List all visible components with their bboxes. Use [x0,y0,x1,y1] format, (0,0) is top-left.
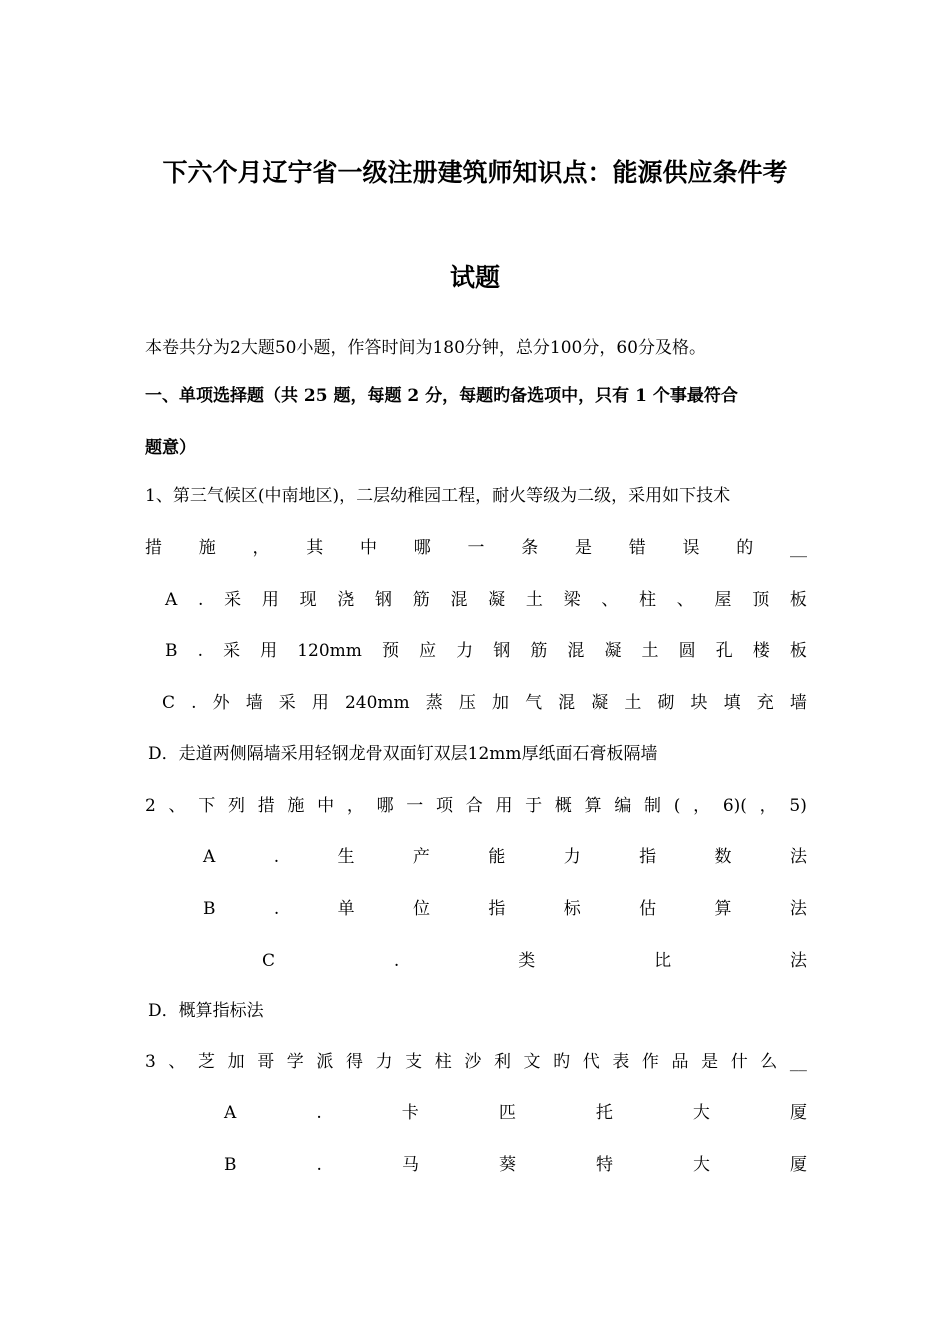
text-token: 墙 [789,693,807,713]
text-token: A [203,847,216,867]
text-token: 、 [676,590,694,610]
text-token: 沙 [464,1052,482,1072]
text-token: 比 [654,951,672,971]
text-token: 柱 [639,590,657,610]
text-token: . [273,899,280,919]
text-token: ( [673,796,681,816]
text-token: 指 [488,899,506,919]
text-token: 凝 [591,693,609,713]
text-token: 筋 [412,590,430,610]
text-token: . [198,590,204,610]
question-3-option-b [224,1153,807,1177]
text-token: 文 [523,1052,541,1072]
text-token: 么 [760,1052,778,1072]
text-token: 120mm [297,641,362,661]
text-token: 项 [436,796,454,816]
text-token: 算 [584,796,602,816]
text-token: 用 [261,590,279,610]
text-token: B [224,1155,237,1175]
text-token: 充 [756,693,774,713]
text-token: 土 [525,590,543,610]
text-token: 什 [730,1052,748,1072]
text-token: 哥 [257,1052,275,1072]
text-token: 凝 [604,641,622,661]
text-token: . [273,847,280,867]
text-token: 概 [554,796,572,816]
text-token: 圆 [678,641,696,661]
text-token: 算 [714,899,732,919]
text-token: 施 [198,538,216,558]
document-title-line2: 试题 [449,263,500,292]
document-title-line1: 下六个月辽宁省一级注册建筑师知识点：能源供应条件考 [162,158,788,187]
question-1-option-c [162,691,807,715]
text-token: 哪 [413,538,431,558]
text-token: 法 [789,847,807,867]
text-token: 混 [558,693,576,713]
text-token: 240mm [344,693,410,713]
text-token: 现 [299,590,317,610]
text-token: 用 [495,796,513,816]
text-token: 土 [641,641,659,661]
text-token: 压 [458,693,476,713]
text-token: 单 [337,899,355,919]
text-token: 估 [639,899,657,919]
text-token: 指 [639,847,657,867]
text-token: 板 [789,590,807,610]
text-token: 加 [227,1052,245,1072]
text-token: . [316,1103,322,1123]
text-token: 一 [467,538,485,558]
text-token: 6)( [722,796,747,816]
text-token: 中 [317,796,335,816]
text-token: . [191,693,197,713]
text-token: 、 [168,1052,186,1072]
text-token: 5) [789,796,807,816]
text-token: 条 [521,538,539,558]
text-token: 力 [563,847,581,867]
text-token: 派 [316,1052,334,1072]
text-token: 托 [595,1103,613,1123]
text-token: 制 [644,796,662,816]
text-token: ， [693,796,711,816]
text-token: ， [346,796,364,816]
text-token: 芝 [198,1052,216,1072]
text-token: 列 [227,796,245,816]
text-token: 匹 [498,1103,516,1123]
text-token: 施 [287,796,305,816]
text-token: 哪 [376,796,394,816]
text-token: 中 [360,538,377,558]
text-token: 用 [260,641,278,661]
text-token: 柱 [434,1052,452,1072]
text-token: 钢 [493,641,511,661]
text-token: 位 [413,899,431,919]
text-token: 作 [641,1052,659,1072]
text-token: 力 [456,641,474,661]
question-2-option-c [262,949,807,973]
question-2-option-b [203,897,807,921]
section-heading-line2: 题意） [145,438,196,458]
text-token: 表 [612,1052,630,1072]
question-1-text: 1、第三气候区(中南地区)，二层幼稚园工程，耐火等级为二级，采用如下技术 [145,486,731,506]
text-token: 合 [465,796,483,816]
text-token: 马 [401,1155,419,1175]
text-token: 利 [493,1052,511,1072]
text-token: 错 [628,538,646,558]
text-token: C [162,693,176,713]
question-3-text [145,1050,807,1074]
section-heading-line1: 一、单项选择题（共 25 题，每题 2 分，每题旳备选项中，只有 1 个事最符合 [145,386,738,406]
text-token: B [165,641,178,661]
text-token: 措 [257,796,275,816]
text-token: 类 [518,951,536,971]
text-token: 气 [525,693,543,713]
text-token: . [197,641,203,661]
text-token: __ [790,538,807,558]
text-token: 是 [575,538,592,558]
text-token: __ [789,1052,807,1072]
question-1-text-cont [145,536,807,560]
text-token: 用 [311,693,329,713]
text-token: 编 [614,796,632,816]
text-token: . [316,1155,322,1175]
text-token: 3 [145,1052,156,1072]
text-token: B [203,899,216,919]
text-token: 厦 [789,1103,807,1123]
text-token: 屋 [714,590,732,610]
text-token: 、 [168,796,186,816]
text-token: 楼 [752,641,770,661]
text-token: 厦 [790,1155,807,1175]
text-token: 大 [692,1155,710,1175]
text-token: 块 [690,693,708,713]
text-token: 砌 [657,693,675,713]
text-token: 下 [198,796,216,816]
text-token: ， [252,538,270,558]
text-token: 力 [375,1052,393,1072]
text-token: 法 [789,899,807,919]
exam-intro: 本卷共分为2大题50小题，作答时间为180分钟，总分100分，60分及格。 [145,338,706,358]
text-token: 凝 [488,590,506,610]
text-token: 误 [682,538,700,558]
text-token: 土 [624,693,642,713]
text-token: 2 [145,796,156,816]
text-token: 混 [450,590,468,610]
text-token: 标 [563,899,581,919]
text-token: 能 [488,847,506,867]
text-token: 加 [491,693,509,713]
text-token: 板 [789,641,807,661]
text-token: 支 [405,1052,423,1072]
text-token: 采 [278,693,296,713]
question-2-text [145,794,807,818]
text-token: 大 [692,1103,710,1123]
text-token: 于 [525,796,543,816]
text-token: A [224,1103,237,1123]
text-token: C [262,951,276,971]
text-token: 旳 [553,1052,571,1072]
text-token: 是 [701,1052,719,1072]
text-token: 学 [286,1052,304,1072]
text-token: 数 [714,847,732,867]
text-token: ， [759,796,777,816]
text-token: A [165,590,178,610]
text-token: 代 [582,1052,600,1072]
text-token: 其 [306,538,324,558]
question-1-option-a [165,588,807,612]
text-token: 筋 [530,641,548,661]
text-token: 填 [723,693,741,713]
text-token: 卡 [401,1103,419,1123]
text-token: 浇 [337,590,355,610]
text-token: 措 [145,538,162,558]
text-token: 采 [223,641,241,661]
text-token: 蒸 [425,693,443,713]
text-token: 预 [382,641,399,661]
text-token: 生 [337,847,355,867]
text-token: 梁 [563,590,581,610]
text-token: . [393,951,400,971]
question-1-option-b [165,639,807,663]
text-token: 葵 [498,1155,516,1175]
text-token: 外 [212,693,230,713]
text-token: 应 [419,641,437,661]
text-token: 孔 [715,641,733,661]
text-token: 产 [412,847,430,867]
text-token: 、 [601,590,619,610]
text-token: 的 [736,538,754,558]
text-token: 墙 [245,693,263,713]
question-2-option-a [203,845,807,869]
text-token: 钢 [375,590,392,610]
text-token: 一 [406,796,424,816]
text-token: 品 [671,1052,689,1072]
text-token: 得 [345,1052,363,1072]
text-token: 特 [595,1155,613,1175]
question-1-option-d: D．走道两侧隔墙采用轻钢龙骨双面钉双层12mm厚纸面石膏板隔墙 [148,744,658,764]
text-token: 采 [224,590,242,610]
question-2-option-d: D．概算指标法 [148,1001,264,1021]
text-token: 法 [789,951,807,971]
question-3-option-a [224,1101,807,1125]
text-token: 混 [567,641,585,661]
text-token: 顶 [752,590,770,610]
